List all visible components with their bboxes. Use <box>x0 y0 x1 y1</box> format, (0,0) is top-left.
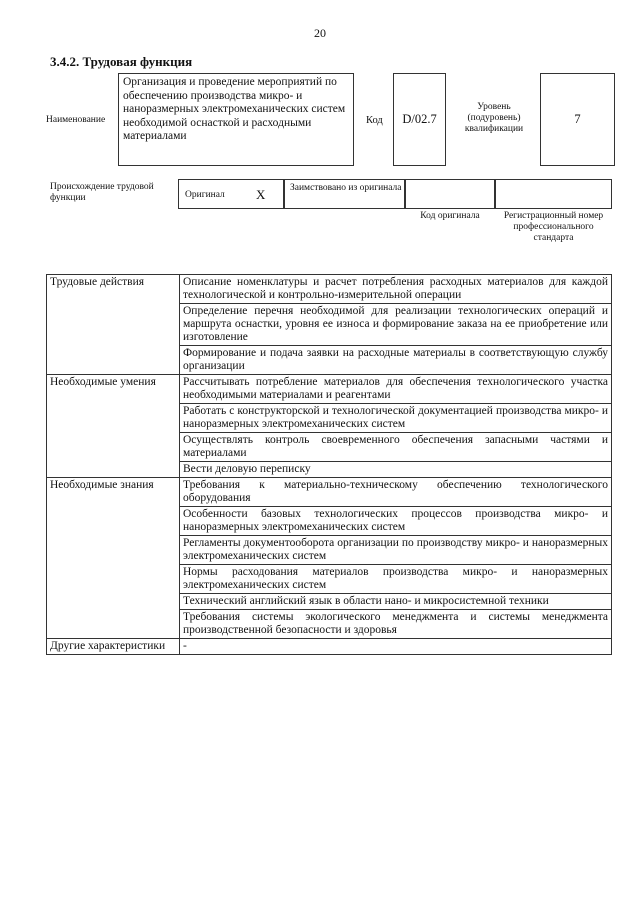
category-cell: Необходимые умения <box>47 375 180 478</box>
function-details-table <box>46 274 612 655</box>
item-cell: Требования системы экологического менеджмента и системы менеджмента производственной безопасности и здоровья <box>180 610 612 639</box>
item-cell: Регламенты документооборота организации по производству микро- и наноразмерных электромеханических систем <box>180 536 612 565</box>
item-cell: Особенности базовых технологических процессов производства микро- и наноразмерных электромеханических систем <box>180 507 612 536</box>
item-cell: Вести деловую переписку <box>180 462 612 478</box>
page-number: 20 <box>314 26 326 40</box>
table-row <box>47 375 612 404</box>
code-original-cell <box>405 179 495 209</box>
item-cell: Технический английский язык в области нано- и микросистемной техники <box>180 594 612 610</box>
table-row <box>47 478 612 507</box>
item-cell: Требования к материально-техническому обеспечению технологического оборудования <box>180 478 612 507</box>
section-title: 3.4.2. Трудовая функция <box>50 54 193 69</box>
item-cell: Нормы расходования материалов производства микро- и наноразмерных электромеханических систем <box>180 565 612 594</box>
reg-number-label: Регистрационный номер профессионального стандарта <box>503 211 604 243</box>
item-cell: Рассчитывать потребление материалов для обеспечения технологического участка необходимыми материалами и реагентами <box>180 375 612 404</box>
original-label: Оригинал <box>185 190 225 200</box>
item-cell: Формирование и подача заявки на расходные материалы в соответствующую службу организации <box>180 346 612 375</box>
original-mark: X <box>256 187 266 202</box>
item-cell: Описание номенклатуры и расчет потребления расходных материалов для каждой технологической и контрольно-измерительной операции <box>180 275 612 304</box>
category-cell: Необходимые знания <box>47 478 180 639</box>
level-box: 7 <box>540 73 615 166</box>
code-label: Код <box>366 115 383 126</box>
function-name-box: Организация и проведение мероприятий по обеспечению производства микро- и наноразмерных электромеханических систем необходимой оснасткой и расходными материалами <box>118 73 354 166</box>
name-label: Наименование <box>46 115 106 125</box>
item-cell: Определение перечня необходимой для реализации технологических операций и маршрута оснастки, уровня ее износа и формирование заказа на ее приобретение или изготовление <box>180 304 612 346</box>
item-cell: Осуществлять контроль своевременного обеспечения запасными частями и материалами <box>180 433 612 462</box>
borrowed-label: Заимствовано из оригинала <box>290 183 402 193</box>
table-row <box>47 275 612 304</box>
item-cell: Работать с конструкторской и технологической документацией производства микро- и наноразмерных электромеханических систем <box>180 404 612 433</box>
reg-number-cell <box>495 179 612 209</box>
level-label: Уровень (подуровень) квалификации <box>464 102 524 134</box>
origin-label: Происхождение трудовой функции <box>50 182 154 203</box>
code-original-label: Код оригинала <box>420 211 480 221</box>
table-row <box>47 639 612 655</box>
borrowed-cell <box>284 179 405 209</box>
category-cell: Трудовые действия <box>47 275 180 375</box>
code-box: D/02.7 <box>393 73 446 166</box>
original-cell <box>178 179 284 209</box>
item-cell: - <box>180 639 612 655</box>
category-cell: Другие характеристики <box>47 639 180 655</box>
